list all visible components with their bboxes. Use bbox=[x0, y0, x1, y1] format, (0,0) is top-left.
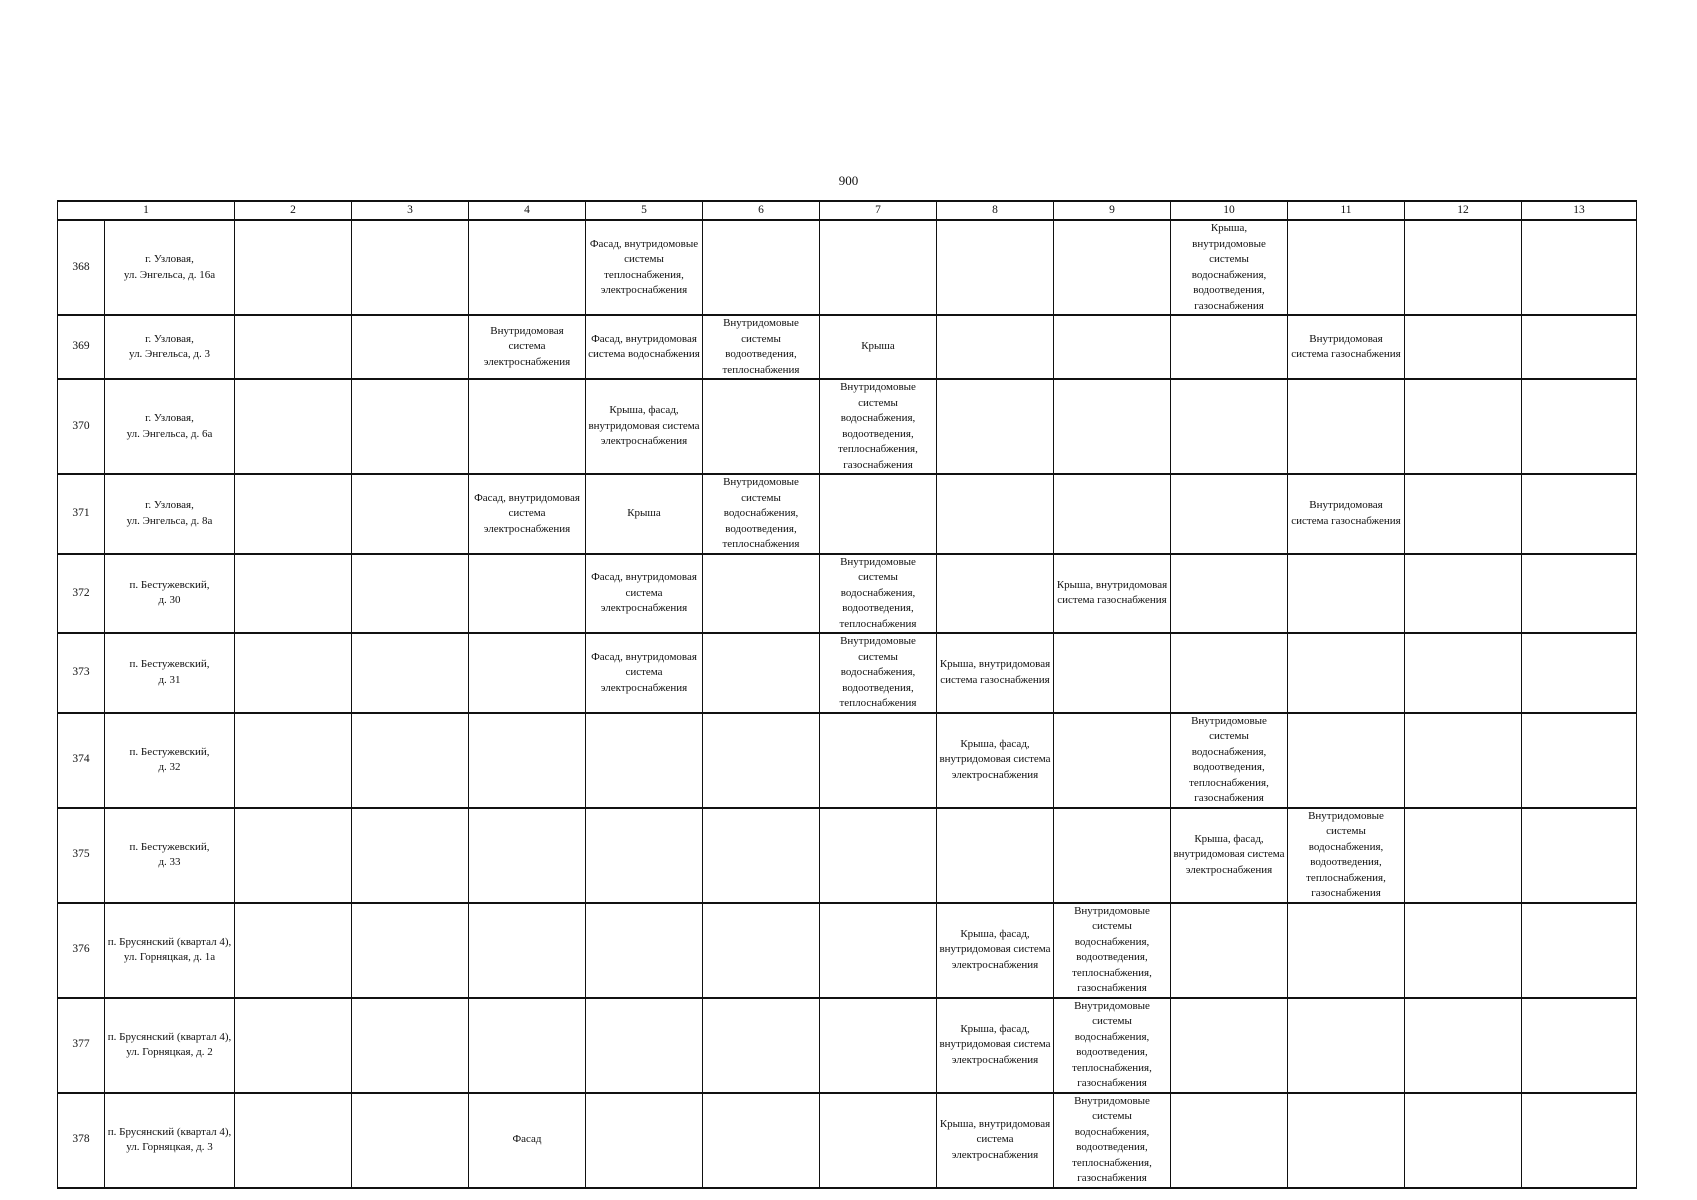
work-cell bbox=[1171, 633, 1288, 713]
work-cell bbox=[703, 220, 820, 315]
work-cell bbox=[1522, 220, 1637, 315]
address-line: п. Бестужевский, bbox=[129, 840, 210, 853]
row-number: 377 bbox=[58, 998, 105, 1093]
address-line: п. Брусянский (квартал 4), bbox=[107, 1125, 232, 1138]
work-cell bbox=[235, 379, 352, 474]
work-cell bbox=[1288, 633, 1405, 713]
address-line: г. Узловая, bbox=[145, 253, 194, 265]
work-cell bbox=[937, 379, 1054, 474]
address-cell bbox=[105, 713, 235, 808]
work-cell bbox=[1405, 315, 1522, 379]
table-row bbox=[58, 713, 1637, 808]
work-cell bbox=[352, 998, 469, 1093]
work-cell bbox=[1405, 554, 1522, 634]
address-cell bbox=[105, 379, 235, 474]
work-cell bbox=[820, 1093, 937, 1188]
work-cell bbox=[235, 808, 352, 903]
address-line: д. 33 bbox=[158, 856, 181, 868]
work-cell bbox=[1171, 998, 1288, 1093]
work-cell bbox=[1288, 379, 1405, 474]
column-header: 4 bbox=[469, 201, 586, 220]
row-number: 378 bbox=[58, 1093, 105, 1188]
work-cell bbox=[352, 474, 469, 554]
address-cell bbox=[105, 808, 235, 903]
work-cell bbox=[703, 998, 820, 1093]
work-cell bbox=[937, 315, 1054, 379]
work-cell: Фасад, внутридомовые системы теплоснабжения, электроснабжения bbox=[586, 220, 703, 315]
work-cell bbox=[469, 998, 586, 1093]
work-cell: Внутридомовые системы водоснабжения, водоотведения, теплоснабжения, газоснабжения bbox=[1054, 1093, 1171, 1188]
work-cell bbox=[352, 315, 469, 379]
schedule-table bbox=[57, 200, 1637, 1189]
table-body bbox=[58, 220, 1637, 1188]
address-cell bbox=[105, 315, 235, 379]
table-row bbox=[58, 633, 1637, 713]
work-cell bbox=[352, 633, 469, 713]
column-header: 6 bbox=[703, 201, 820, 220]
work-cell bbox=[820, 808, 937, 903]
address-line: д. 32 bbox=[158, 761, 181, 773]
work-cell bbox=[235, 713, 352, 808]
address-line: п. Брусянский (квартал 4), bbox=[107, 935, 232, 948]
work-cell: Внутридомовые системы водоснабжения, водоотведения, теплоснабжения, газоснабжения bbox=[820, 379, 937, 474]
table-row bbox=[58, 554, 1637, 634]
address-line: ул. Горняцкая, д. 1а bbox=[123, 951, 216, 963]
work-cell bbox=[1054, 379, 1171, 474]
column-number-header bbox=[58, 201, 1637, 220]
work-cell: Крыша bbox=[820, 315, 937, 379]
table-row bbox=[58, 808, 1637, 903]
work-cell bbox=[235, 1093, 352, 1188]
row-number: 368 bbox=[58, 220, 105, 315]
work-cell: Фасад bbox=[469, 1093, 586, 1188]
column-header: 9 bbox=[1054, 201, 1171, 220]
address-cell bbox=[105, 903, 235, 998]
work-cell bbox=[1405, 998, 1522, 1093]
work-cell bbox=[1405, 1093, 1522, 1188]
work-cell: Внутридомовые системы водоснабжения, водоотведения, теплоснабжения, газоснабжения bbox=[1171, 713, 1288, 808]
work-cell bbox=[1288, 1093, 1405, 1188]
header-row bbox=[58, 201, 1637, 220]
row-number: 374 bbox=[58, 713, 105, 808]
work-cell: Крыша, внутридомовые системы водоснабжения, водоотведения, газоснабжения bbox=[1171, 220, 1288, 315]
address-cell bbox=[105, 554, 235, 634]
work-cell bbox=[1054, 315, 1171, 379]
work-cell bbox=[1522, 633, 1637, 713]
work-cell bbox=[352, 808, 469, 903]
work-cell: Фасад, внутридомовая система водоснабжения bbox=[586, 315, 703, 379]
work-cell bbox=[937, 220, 1054, 315]
work-cell: Фасад, внутридомовая система электроснабжения bbox=[469, 474, 586, 554]
address-line: ул. Энгельса, д. 3 bbox=[129, 348, 210, 360]
address-line: ул. Горняцкая, д. 2 bbox=[126, 1046, 213, 1058]
work-cell bbox=[820, 903, 937, 998]
work-cell bbox=[1288, 998, 1405, 1093]
address-line: п. Брусянский (квартал 4), bbox=[107, 1030, 232, 1043]
work-cell: Внутридомовая система газоснабжения bbox=[1288, 315, 1405, 379]
work-cell bbox=[1288, 554, 1405, 634]
work-cell bbox=[937, 474, 1054, 554]
row-number: 375 bbox=[58, 808, 105, 903]
work-cell bbox=[1522, 315, 1637, 379]
work-cell bbox=[1405, 220, 1522, 315]
work-cell bbox=[235, 220, 352, 315]
row-number: 369 bbox=[58, 315, 105, 379]
work-cell bbox=[586, 998, 703, 1093]
work-cell bbox=[703, 903, 820, 998]
address-cell bbox=[105, 633, 235, 713]
work-cell bbox=[469, 554, 586, 634]
work-cell: Крыша, фасад, внутридомовая система электроснабжения bbox=[586, 379, 703, 474]
address-cell bbox=[105, 220, 235, 315]
work-cell bbox=[1054, 633, 1171, 713]
row-number: 373 bbox=[58, 633, 105, 713]
work-cell bbox=[1054, 220, 1171, 315]
work-cell: Внутридомовые системы водоснабжения, водоотведения, теплоснабжения, газоснабжения bbox=[1054, 998, 1171, 1093]
work-cell bbox=[586, 808, 703, 903]
work-cell bbox=[703, 633, 820, 713]
work-cell: Фасад, внутридомовая система электроснабжения bbox=[586, 554, 703, 634]
work-cell bbox=[703, 1093, 820, 1188]
work-cell: Крыша, внутридомовая система газоснабжения bbox=[937, 633, 1054, 713]
table-row bbox=[58, 379, 1637, 474]
address-line: ул. Горняцкая, д. 3 bbox=[126, 1141, 213, 1153]
address-cell bbox=[105, 998, 235, 1093]
work-cell bbox=[352, 379, 469, 474]
work-cell bbox=[235, 554, 352, 634]
work-cell bbox=[703, 713, 820, 808]
work-cell: Крыша, фасад, внутридомовая система электроснабжения bbox=[937, 998, 1054, 1093]
work-cell bbox=[1054, 808, 1171, 903]
work-cell bbox=[352, 1093, 469, 1188]
work-cell bbox=[469, 633, 586, 713]
work-cell: Внутридомовые системы водоотведения, теплоснабжения bbox=[703, 315, 820, 379]
column-header: 8 bbox=[937, 201, 1054, 220]
work-cell bbox=[1522, 554, 1637, 634]
work-cell bbox=[1522, 998, 1637, 1093]
address-line: п. Бестужевский, bbox=[129, 578, 210, 591]
work-cell: Внутридомовые системы водоснабжения, водоотведения, теплоснабжения bbox=[820, 633, 937, 713]
work-cell: Крыша, внутридомовая система газоснабжения bbox=[1054, 554, 1171, 634]
work-cell bbox=[586, 1093, 703, 1188]
work-cell bbox=[235, 903, 352, 998]
work-cell bbox=[1171, 554, 1288, 634]
work-cell bbox=[1171, 315, 1288, 379]
column-header: 11 bbox=[1288, 201, 1405, 220]
page-number: 900 bbox=[838, 173, 859, 188]
row-number: 372 bbox=[58, 554, 105, 634]
work-cell bbox=[820, 998, 937, 1093]
work-cell bbox=[1054, 713, 1171, 808]
work-cell bbox=[235, 998, 352, 1093]
work-cell bbox=[1171, 1093, 1288, 1188]
column-header: 2 bbox=[235, 201, 352, 220]
work-cell bbox=[1405, 379, 1522, 474]
column-header: 10 bbox=[1171, 201, 1288, 220]
table-row bbox=[58, 1093, 1637, 1188]
work-cell bbox=[1522, 474, 1637, 554]
work-cell bbox=[1288, 220, 1405, 315]
work-cell: Крыша bbox=[586, 474, 703, 554]
column-header: 13 bbox=[1522, 201, 1637, 220]
work-cell: Крыша, фасад, внутридомовая система электроснабжения bbox=[937, 713, 1054, 808]
work-cell bbox=[235, 474, 352, 554]
column-header: 5 bbox=[586, 201, 703, 220]
address-line: г. Узловая, bbox=[145, 499, 194, 512]
address-line: д. 30 bbox=[158, 594, 181, 607]
work-cell: Внутридомовые системы водоснабжения, водоотведения, теплоснабжения, газоснабжения bbox=[1288, 808, 1405, 903]
work-cell bbox=[1288, 903, 1405, 998]
work-cell bbox=[820, 220, 937, 315]
work-cell bbox=[586, 713, 703, 808]
work-cell bbox=[1054, 474, 1171, 554]
address-line: г. Узловая, bbox=[145, 332, 194, 345]
work-cell bbox=[235, 633, 352, 713]
table-row bbox=[58, 903, 1637, 998]
address-line: ул. Энгельса, д. 6а bbox=[126, 427, 213, 440]
work-cell: Внутридомовые системы водоснабжения, водоотведения, теплоснабжения bbox=[820, 554, 937, 634]
work-cell: Внутридомовые системы водоснабжения, водоотведения, теплоснабжения, газоснабжения bbox=[1054, 903, 1171, 998]
work-cell: Внутридомовая система электроснабжения bbox=[469, 315, 586, 379]
work-cell bbox=[352, 554, 469, 634]
work-cell bbox=[235, 315, 352, 379]
row-number: 370 bbox=[58, 379, 105, 474]
work-cell bbox=[469, 713, 586, 808]
address-cell bbox=[105, 474, 235, 554]
work-cell: Крыша, внутридомовая система электроснабжения bbox=[937, 1093, 1054, 1188]
work-cell bbox=[1522, 713, 1637, 808]
work-cell bbox=[469, 220, 586, 315]
work-cell: Крыша, фасад, внутридомовая система электроснабжения bbox=[1171, 808, 1288, 903]
address-line: ул. Энгельса, д. 16а bbox=[123, 268, 216, 281]
work-cell bbox=[352, 220, 469, 315]
work-cell bbox=[469, 808, 586, 903]
address-line: г. Узловая, bbox=[145, 412, 194, 424]
work-cell bbox=[1522, 379, 1637, 474]
work-cell bbox=[1405, 633, 1522, 713]
work-cell bbox=[937, 808, 1054, 903]
work-cell bbox=[1288, 713, 1405, 808]
work-cell bbox=[1171, 379, 1288, 474]
column-header: 1 bbox=[58, 201, 235, 220]
work-cell: Крыша, фасад, внутридомовая система электроснабжения bbox=[937, 903, 1054, 998]
table-row bbox=[58, 315, 1637, 379]
row-number: 371 bbox=[58, 474, 105, 554]
work-cell bbox=[1522, 808, 1637, 903]
work-cell bbox=[586, 903, 703, 998]
work-cell bbox=[469, 903, 586, 998]
column-header: 3 bbox=[352, 201, 469, 220]
work-cell bbox=[820, 474, 937, 554]
work-cell bbox=[1405, 713, 1522, 808]
table-row bbox=[58, 220, 1637, 315]
address-line: ул. Энгельса, д. 8а bbox=[126, 514, 213, 527]
work-cell bbox=[1405, 474, 1522, 554]
work-cell bbox=[352, 713, 469, 808]
work-cell: Внутридомовая система газоснабжения bbox=[1288, 474, 1405, 554]
work-cell bbox=[469, 379, 586, 474]
work-cell bbox=[352, 903, 469, 998]
row-number: 376 bbox=[58, 903, 105, 998]
work-cell: Внутридомовые системы водоснабжения, водоотведения, теплоснабжения bbox=[703, 474, 820, 554]
work-cell bbox=[1405, 808, 1522, 903]
work-cell bbox=[703, 379, 820, 474]
work-cell bbox=[703, 808, 820, 903]
work-cell: Фасад, внутридомовая система электроснабжения bbox=[586, 633, 703, 713]
work-cell bbox=[1405, 903, 1522, 998]
work-cell bbox=[937, 554, 1054, 634]
address-line: п. Бестужевский, bbox=[129, 658, 210, 671]
table-row bbox=[58, 474, 1637, 554]
column-header: 12 bbox=[1405, 201, 1522, 220]
work-cell bbox=[1171, 903, 1288, 998]
work-cell bbox=[1522, 903, 1637, 998]
work-cell bbox=[703, 554, 820, 634]
column-header: 7 bbox=[820, 201, 937, 220]
work-cell bbox=[820, 713, 937, 808]
table-row bbox=[58, 998, 1637, 1093]
address-cell bbox=[105, 1093, 235, 1188]
work-cell bbox=[1171, 474, 1288, 554]
address-line: п. Бестужевский, bbox=[129, 745, 210, 758]
address-line: д. 31 bbox=[158, 673, 181, 686]
work-cell bbox=[1522, 1093, 1637, 1188]
